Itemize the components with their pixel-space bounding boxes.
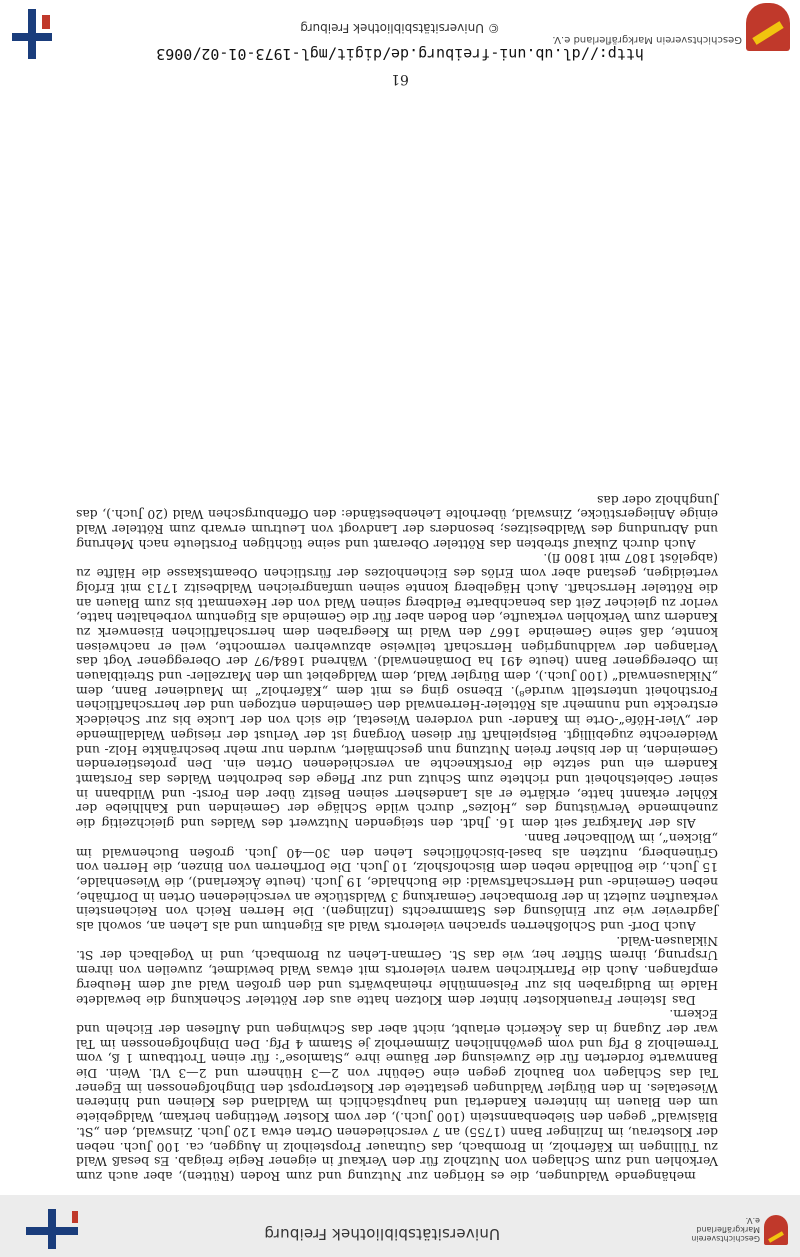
ub-logo-icon (22, 1209, 82, 1249)
paragraph: Als der Markgraf seit dem 16. Jhdt. den steigenden Nutzwert des Waldes und gleichzeitig die zunehmende Verwüstung des „Holzes“ durch wilde Schläge der Gemeinden und Kahlhiebe der Köhler erkannt hatte, erklärte er als Landesherr seinen Besitz über den Forst- und Wildbann in seiner Gebietshoheit und richtete zum Schutz und zur Pflege des bedrohten Waldes das Forstamt Kandern ein und setzte die Forstknechte an verschiedenen Orten ein. Den protestierenden Gemeinden, in der bisher freien Nutzung nun geschmälert, wurden nur mehr beschränkte Holz- und Weiderechte zugebilligt. Beispielhaft für diesen Vorgang ist der Verlust der riesigen Waldallmende der „Vier-Höfe“-Orte im Kander- und vorderen Wiesetal, die sich von der Lucke bis zur Scheideck erstreckte und nunmehr als Rötteler-Herrenwald den Gemeinden entzogen und der herrschaftlichen Forsthoheit unterstellt wurde⁸). Ebenso ging es mit dem „Käferholz“ im Maudiener Bann, dem „Niklausenwald“ (100 Juch.), dem Bürgler Wald, dem Waldgebiet um den Marzeller- und Streitblauen im Obereggener Bann (heute 491 ha Domänenwald). Während 1684/97 der Obereggener Vogt das Verlangen der waldhungrigen Herrschaft teilweise abzuwehren vermochte, weil er nachweisen konnte, daß seine Gemeinde 1667 den Wald im Kleegraben dem herrschaftlichen Eisenwerk zu Kandern zum Verkohlen verkaufte, den Boden aber für die Gemeinde als Eigentum vorbehalten hatte, verlor zu gleicher Zeit das benachbarte Feldberg seinen Wald von der Hexenmatt bis zum Blauen an die Rötteler Herrschaft. Auch Hägelberg konnte seinen umfangreichen Waldbesitz 1713 mit Erfolg verteidigen, gestand aber vom Erlös des Eichenholzes der fürstlichen Obeamtskasse die Hälfte zu (abgelöst 1807 mit 1800 fl). (76, 551, 718, 832)
paragraph: Auch durch Zukauf strebten das Rötteler Oberamt und seine tüchtigen Forstleute nach Mehrung und Abrundung des Waldbesitzes; besonders der Landvogt von Leutrum erwarb zum Rötteler Wald einige Anliegerstücke, Zinswald, überholte Lehenbestände: den Offenburgschen Wald (20 Juch.), das Junghholz oder das (76, 492, 718, 552)
body-text (76, 492, 718, 1183)
paragraph: Auch Dorf- und Schloßherren sprachen vielerorts Wald als Eigentum und als Lehen an, sowohl als Jagdrevier wie zur Einlösung des Stammrechts (Inzlingen). Die Herren Reich von Reichenstein verkauften zuletzt in der Brombacher Gemarkung 3 Waldstücke an verschiedenen Orten in Dorfnähe, neben Gemeinde- und Herrschaftswald: die Buchhalde, 19 Juch. (heute Äckerland), die Wiesenhalde, 15 Juch., die Bollhalde neben dem Bischofsholz, 10 Juch. Die Dorfherren von Binzen, die Herren von Grünenberg, nutzten als basel-bischöfliches Lehen den 30—40 Juch. großen Buchenwald im „Bicken“, im Wollbacher Bann. (76, 830, 718, 935)
society-name: Geschichtsverein Markgräflerland e.V. (552, 34, 742, 45)
shield-icon (764, 1215, 788, 1245)
society-logo-text: Geschichtsverein Markgräflerland e.V. (691, 1216, 760, 1243)
copyright-notice: © Universitätsbibliothek Freiburg (300, 21, 500, 35)
page-number: 61 (391, 71, 409, 87)
society-logo (691, 1211, 788, 1245)
document-url[interactable]: http://dl.ub.uni-freiburg.de/digit/mgl-1973-01-02/0063 (156, 45, 644, 63)
paragraph: mehängende Waldungen, die es Hörigen zur Nutzung und zum Roden (Rütten), aber auch zum Verkohlen und zum Schlagen von Nutzholz für den Verkauf in eigener Regie freigab. Es besaß Wald zu Tüllingen im Käferholz, in Brombach, das Gutnauer Propsteiholz in Auggen, ca. 100 Juch. neben der Klosterau, im Inzlinger Bann (1755) an 7 verschiedenen Orten etwa 120 Juch. Zinswald, den „St. Bläsiwald“ gegen den Siebenbannstein (100 Juch.), der vom Kloster Wettingen herkam, Waldgebiete um den Blauen im hinteren Kandertal und hauptsächlich im Waldland des Kleinen und hinteren Wiesetales. In den Bürgler Waldungen gestattete der Klosterpropst den Dinghofgenossen im Egener Tal das Schlagen von Bauholz gegen eine Gebühr von 2—3 Hühnern und 2—3 Vtl. Wein. Die Bannwarte forderten für die Zuweisung der Bäume ihre „Stamlose“: für einen Trottbaum 1 ß, vom Tremelholz 8 Pfg und vom gewöhnlichen Zimmerholz je Stamm 4 Pfg. Den Dinghofgenossen im Tal war der Zugang in das Äckerich erlaubt, nicht aber das Schwingen und Auflesen der Eicheln und Eckern. (76, 1007, 718, 1184)
ub-logo-icon (12, 9, 52, 59)
coat-of-arms-icon (746, 3, 790, 51)
library-name: Universitätsbibliothek Freiburg (264, 1225, 500, 1243)
library-footer-bar (0, 1195, 800, 1257)
paragraph: Das Isteiner Frauenkloster hinter dem Klotzen hatte aus der Rötteler Schenkung die bewaldete Halde im Budigraben bis zur Felsenmühle rheinabwärts und den großen Wald auf dem Heuberg empfangen. Auch die Pfarrkirchen waren vielerorts mit etwas Wald bewidmet, zuweilen von ihrem Ursprung, ihrem Stifter her, wie das St. German-Lehen zu Brombach, und in Vogelbach der St. Niklausen-Wald. (76, 933, 718, 1008)
